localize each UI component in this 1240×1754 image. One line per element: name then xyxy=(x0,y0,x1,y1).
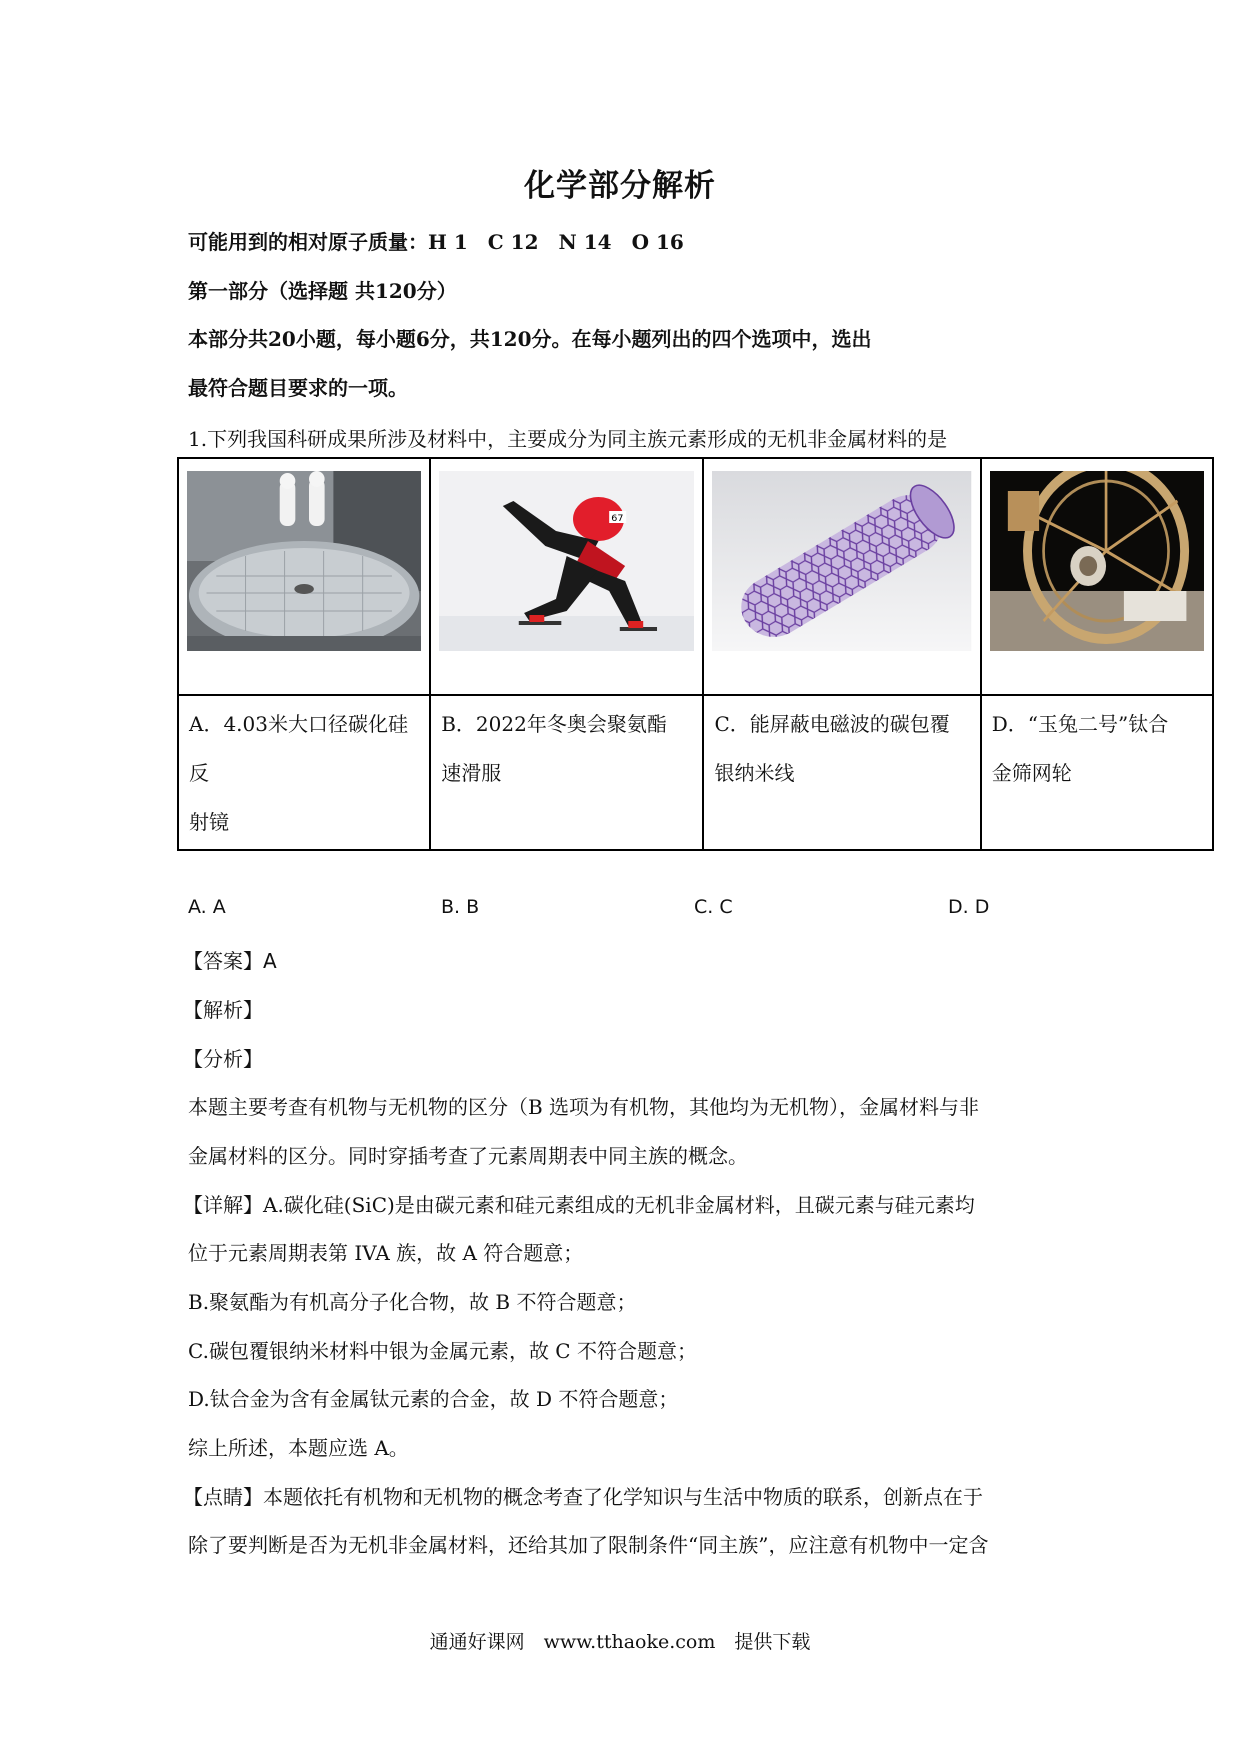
jiexi-label: 【解析】 xyxy=(183,998,263,1022)
atomic-masses: 可能用到的相对原子质量：H 1 C 12 N 14 O 16 xyxy=(188,230,684,254)
fenxi-label: 【分析】 xyxy=(183,1047,263,1071)
dianjing-line-2: 除了要判断是否为无机非金属材料，还给其加了限制条件“同主族”，应注意有机物中一定含 xyxy=(188,1533,989,1557)
detail-b: B.聚氨酯为有机高分子化合物，故 B 不符合题意； xyxy=(188,1290,637,1314)
detail-line-1: 【详解】A.碳化硅(SiC)是由碳元素和硅元素组成的无机非金属材料，且碳元素与硅元素均 xyxy=(183,1193,975,1217)
detail-line-2: 位于元素周期表第 IVA 族，故 A 符合题意； xyxy=(188,1241,584,1265)
cell-b-caption-line-2: 速滑服 xyxy=(441,761,502,785)
silicon-carbide-mirror-image xyxy=(187,471,421,651)
cell-c-caption xyxy=(703,695,980,850)
option-c: C. C xyxy=(694,896,733,918)
instructions-line-2: 最符合题目要求的一项。 xyxy=(188,376,408,400)
cell-d-caption-line-2: 金筛网轮 xyxy=(991,761,1072,785)
analysis-line-1: 本题主要考查有机物与无机物的区分（B 选项为有机物，其他均为无机物），金属材料与非 xyxy=(188,1095,980,1119)
part-heading: 第一部分（选择题 共120分） xyxy=(188,279,457,303)
option-d: D. D xyxy=(948,896,990,918)
yutu-rover-wheel-image xyxy=(990,471,1204,651)
instructions-line-1: 本部分共20小题，每小题6分，共120分。在每小题列出的四个选项中，选出 xyxy=(188,327,872,351)
cell-a-caption xyxy=(178,695,430,850)
cell-b-caption xyxy=(430,695,703,850)
cell-a-image xyxy=(178,458,430,695)
cell-a-caption-line-2: 射镜 xyxy=(189,810,229,834)
answer-label: 【答案】A xyxy=(183,949,277,973)
cell-c-caption-line-1: C．能屏蔽电磁波的碳包覆 xyxy=(714,712,950,736)
cell-a-caption-line-1: A．4.03米大口径碳化硅反 xyxy=(189,712,408,785)
page-footer: 通通好课网 www.tthaoke.com 提供下载 xyxy=(429,1631,811,1653)
option-a: A. A xyxy=(188,896,226,918)
cell-d-caption xyxy=(981,695,1213,850)
question-1-stem: 1.下列我国科研成果所涉及材料中，主要成分为同主族元素形成的无机非金属材料的是 xyxy=(188,427,948,451)
cell-c-image xyxy=(703,458,980,695)
summary: 综上所述，本题应选 A。 xyxy=(188,1436,409,1460)
option-b: B. B xyxy=(441,896,480,918)
analysis-line-2: 金属材料的区分。同时穿插考查了元素周期表中同主族的概念。 xyxy=(188,1144,748,1168)
page-title: 化学部分解析 xyxy=(524,168,716,204)
cell-b-image xyxy=(430,458,703,695)
cell-b-caption-line-1: B．2022年冬奥会聚氨酯 xyxy=(441,712,667,736)
speed-skater-image xyxy=(439,471,694,651)
dianjing-line-1: 【点睛】本题依托有机物和无机物的概念考查了化学知识与生活中物质的联系，创新点在于 xyxy=(183,1485,983,1509)
cell-c-caption-line-2: 银纳米线 xyxy=(714,761,795,785)
bib-number: 67 xyxy=(611,513,624,524)
question-1-table xyxy=(177,457,1214,851)
cell-d-image xyxy=(981,458,1213,695)
detail-c: C.碳包覆银纳米材料中银为金属元素，故 C 不符合题意； xyxy=(188,1339,697,1363)
cell-d-caption-line-1: D．“玉兔二号”钛合 xyxy=(991,712,1169,736)
detail-d: D.钛合金为含有金属钛元素的合金，故 D 不符合题意； xyxy=(188,1387,679,1411)
carbon-nanotube-image xyxy=(712,471,971,651)
